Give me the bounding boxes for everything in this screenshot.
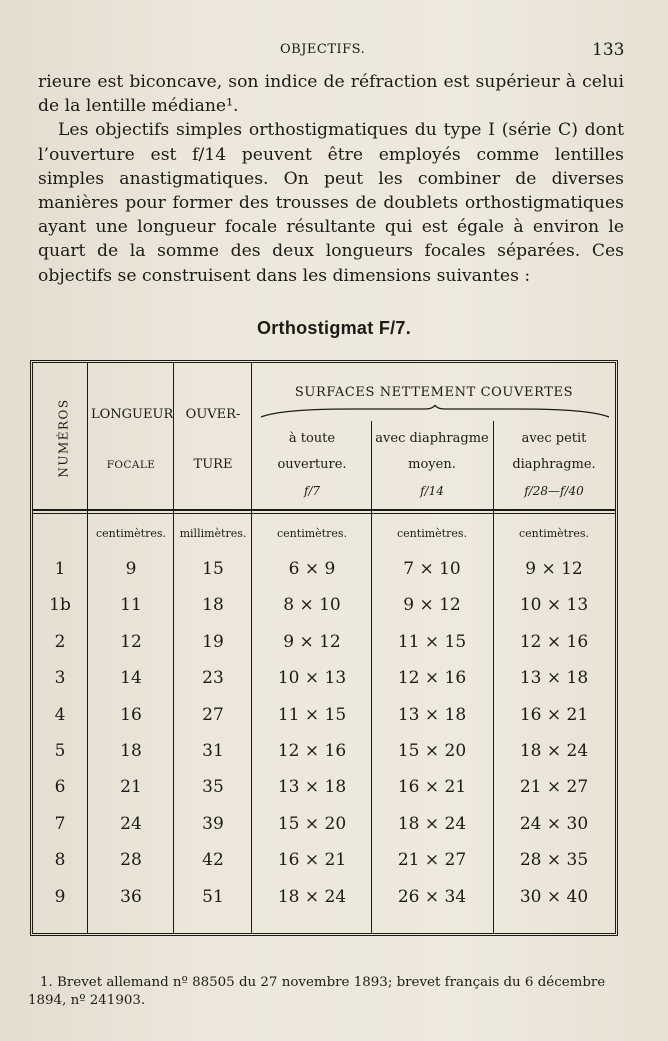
- header-toute-ouverture-1: à toute: [288, 431, 336, 446]
- table-cell-row-numero: 7: [54, 813, 66, 834]
- table-cell-row-diaphragme-moyen: 26 × 34: [397, 886, 467, 907]
- header-numeros: NUMÉROS: [57, 398, 72, 478]
- table-cell-row-numero: 8: [54, 850, 66, 871]
- table-cell-row-petit-diaphragme: 30 × 40: [519, 886, 589, 907]
- header-petit-diaphragme-1: avec petit: [521, 431, 587, 446]
- table-cell-row-toute-ouverture: 9 × 12: [283, 631, 341, 652]
- table-cell-row-petit-diaphragme: 10 × 13: [519, 595, 589, 616]
- table-cell-row-petit-diaphragme: 18 × 24: [519, 741, 589, 761]
- table-cell-row-numero: 4: [54, 704, 66, 725]
- table-cell-row-numero: 6: [54, 777, 66, 798]
- table-cell-row-ouverture: 18: [202, 595, 224, 616]
- table-cell-row-diaphragme-moyen: 21 × 27: [397, 850, 467, 871]
- table-cell-row-ouverture: 27: [202, 704, 224, 725]
- header-surfaces: SURFACES NETTEMENT COUVERTES: [294, 385, 574, 400]
- table-cell-row-longueur: 18: [120, 741, 142, 761]
- table-cell-row-diaphragme-moyen: 13 × 18: [397, 704, 467, 725]
- table-cell-row-numero: 2: [54, 631, 66, 652]
- table-cell-row-longueur: 12: [120, 631, 142, 652]
- table-cell-row-ouverture: 15: [202, 559, 224, 579]
- header-longueur: LONGUEUR: [91, 407, 174, 422]
- table-cell-row-toute-ouverture: 6 × 9: [288, 559, 336, 579]
- table-cell-row-toute-ouverture: 10 × 13: [277, 668, 347, 689]
- header-rule: [33, 509, 615, 511]
- table-cell-row-longueur: 11: [120, 595, 142, 616]
- running-title: OBJECTIFS.: [280, 42, 366, 57]
- column-rule: [371, 421, 372, 933]
- table-cell-row-longueur: 36: [120, 886, 142, 907]
- header-petit-diaphragme-3: f/28—f/40: [524, 484, 584, 498]
- table-cell-row-longueur: 24: [120, 813, 142, 834]
- header-focale: FOCALE: [106, 459, 156, 471]
- page-number: 133: [592, 40, 625, 60]
- unit-label: centimètres.: [277, 527, 347, 540]
- table-cell-row-longueur: 9: [125, 559, 137, 579]
- paragraph-continuation: rieure est biconcave, son indice de réfraction est supérieur à celui de la lentille médiane¹.: [38, 72, 624, 117]
- table-cell-row-diaphragme-moyen: 7 × 10: [403, 559, 461, 579]
- header-diaphragme-moyen-2: moyen.: [408, 457, 456, 472]
- table-cell-row-toute-ouverture: 12 × 16: [277, 741, 347, 761]
- table-cell-row-toute-ouverture: 8 × 10: [283, 595, 341, 616]
- table-cell-row-toute-ouverture: 11 × 15: [277, 704, 347, 725]
- table-cell-row-petit-diaphragme: 28 × 35: [519, 850, 589, 871]
- column-rule: [493, 421, 494, 933]
- table-cell-row-longueur: 16: [120, 704, 142, 725]
- header-rule-inner: [33, 513, 615, 514]
- table-cell-row-petit-diaphragme: 16 × 21: [519, 704, 589, 725]
- table-cell-row-numero: 1: [54, 559, 66, 579]
- table-cell-row-petit-diaphragme: 9 × 12: [525, 559, 583, 579]
- table-cell-row-diaphragme-moyen: 9 × 12: [403, 595, 461, 616]
- table-cell-row-toute-ouverture: 13 × 18: [277, 777, 347, 798]
- table-cell-row-petit-diaphragme: 12 × 16: [519, 631, 589, 652]
- footnote: 1. Brevet allemand nº 88505 du 27 novembre 1893; brevet français du 6 décembre 1894, nº 241903.: [28, 975, 606, 1008]
- table-cell-row-petit-diaphragme: 13 × 18: [519, 668, 589, 689]
- table-cell-row-ouverture: 23: [202, 668, 224, 689]
- table-cell-row-ouverture: 31: [202, 741, 224, 761]
- running-head: [0, 40, 668, 64]
- table-cell-row-ouverture: 39: [202, 813, 224, 834]
- table-cell-row-numero: 3: [54, 668, 66, 689]
- unit-label: millimètres.: [179, 527, 247, 540]
- table-cell-row-numero: 1b: [49, 595, 71, 616]
- column-rule: [251, 363, 252, 933]
- table-cell-row-longueur: 21: [120, 777, 142, 798]
- unit-label: centimètres.: [519, 527, 589, 540]
- specifications-table: [30, 360, 618, 936]
- header-petit-diaphragme-2: diaphragme.: [512, 457, 596, 472]
- table-cell-row-numero: 5: [54, 741, 66, 761]
- table-cell-row-longueur: 28: [120, 850, 142, 871]
- table-cell-row-ouverture: 51: [202, 886, 224, 907]
- column-rule: [173, 363, 174, 933]
- unit-label: centimètres.: [397, 527, 467, 540]
- table-cell-row-ouverture: 35: [202, 777, 224, 798]
- table-title: Orthostigmat F/7.: [256, 318, 412, 338]
- header-ouverture: OUVER-: [185, 407, 241, 422]
- table-cell-row-diaphragme-moyen: 18 × 24: [397, 813, 467, 834]
- header-brace: [261, 405, 609, 419]
- table-cell-row-longueur: 14: [120, 668, 142, 689]
- paragraph-objectifs: Les objectifs simples orthostigmatiques du type I (série C) dont l’ouverture est f/14 peuvent être employés comme lentilles simples anastigmatiques. On peut les combiner de diverses manières pour former des trousses de doublets orthostigmatiques ayant une longueur focale résultante qui est égale à environ le quart de la somme des deux longueurs focales séparées. Ces objectifs se construisent dans les dimensions suivantes :: [38, 120, 624, 286]
- header-diaphragme-moyen-3: f/14: [420, 484, 444, 498]
- table-cell-row-diaphragme-moyen: 12 × 16: [397, 668, 467, 689]
- table-cell-row-petit-diaphragme: 21 × 27: [519, 777, 589, 798]
- header-ture: TURE: [193, 457, 233, 472]
- header-diaphragme-moyen-1: avec diaphragme: [375, 431, 489, 446]
- header-toute-ouverture-2: ouverture.: [277, 457, 347, 472]
- table-cell-row-toute-ouverture: 16 × 21: [277, 850, 347, 871]
- table-cell-row-petit-diaphragme: 24 × 30: [519, 813, 589, 834]
- table-cell-row-numero: 9: [54, 886, 66, 907]
- table-cell-row-diaphragme-moyen: 11 × 15: [397, 631, 467, 652]
- table-cell-row-toute-ouverture: 18 × 24: [277, 886, 347, 907]
- table-cell-row-diaphragme-moyen: 16 × 21: [397, 777, 467, 798]
- table-cell-row-diaphragme-moyen: 15 × 20: [397, 741, 467, 761]
- body-text: [38, 70, 624, 288]
- table-cell-row-ouverture: 42: [202, 850, 224, 871]
- unit-label: centimètres.: [96, 527, 166, 540]
- header-toute-ouverture-3: f/7: [303, 484, 321, 498]
- column-rule: [87, 363, 88, 933]
- table-cell-row-ouverture: 19: [202, 631, 224, 652]
- table-cell-row-toute-ouverture: 15 × 20: [277, 813, 347, 834]
